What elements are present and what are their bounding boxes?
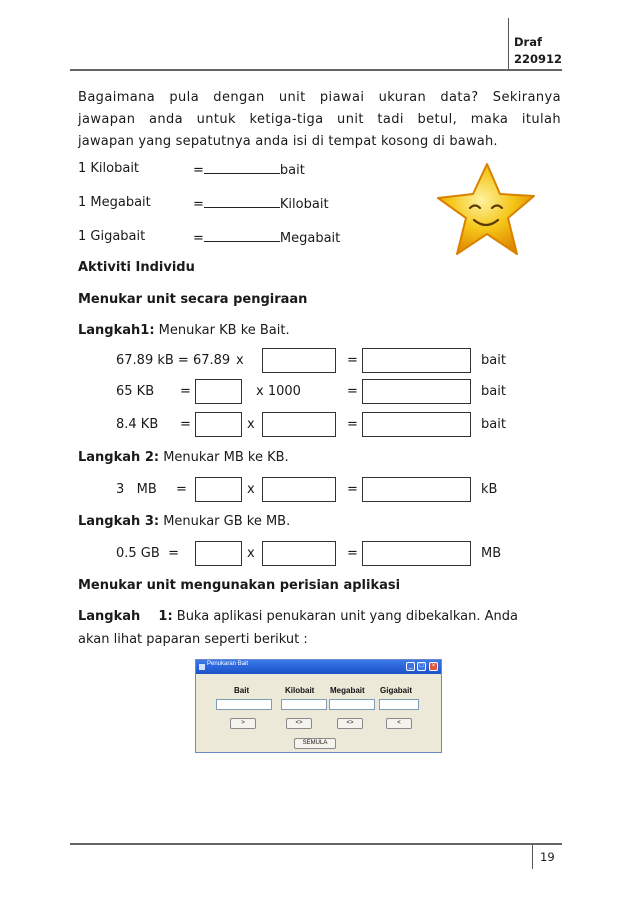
equals-sign: =	[347, 353, 358, 368]
times-sign: x	[247, 482, 255, 497]
equals-sign: =	[347, 384, 358, 399]
intro-line-2: jawapan anda untuk ketiga-tiga unit tadi betul, maka itulah	[78, 112, 561, 127]
equals-sign: =	[193, 163, 204, 178]
answer-box[interactable]	[262, 541, 336, 566]
window-title: Penukaran Bait	[207, 661, 249, 667]
megabait-input[interactable]	[329, 699, 375, 710]
window-titlebar	[196, 660, 441, 674]
activity-heading: Aktiviti Individu	[78, 260, 195, 275]
answer-box[interactable]	[362, 379, 471, 404]
section-heading-application: Menukar unit mengunakan perisian aplikasi	[78, 578, 401, 593]
label-kilobait: Kilobait	[285, 686, 315, 695]
unit-label: bait	[481, 353, 506, 368]
conv-row-gigabait	[193, 228, 340, 248]
conv-left-megabait: 1 Megabait	[78, 195, 151, 210]
convert-left-button[interactable]: <	[386, 718, 412, 729]
answer-blank	[204, 228, 280, 242]
answer-box[interactable]	[195, 379, 242, 404]
row-kb-a: 67.89 kB = 67.89	[116, 353, 231, 368]
reset-button[interactable]: SEMULA	[294, 738, 336, 749]
answer-box[interactable]	[195, 477, 242, 502]
step-text: Buka aplikasi penukaran unit yang dibekalkan. Anda	[172, 609, 518, 624]
unit-label: MB	[481, 546, 502, 561]
page-number: 19	[540, 850, 555, 864]
equals-sign: =	[180, 417, 191, 432]
intro-line-3: jawapan yang sepatutnya anda isi di tempat kosong di bawah.	[78, 134, 498, 149]
draft-label	[514, 34, 562, 68]
bottom-rule	[70, 843, 562, 845]
step-text: Menukar MB ke KB.	[159, 450, 289, 465]
times-sign: x	[236, 353, 244, 368]
answer-box[interactable]	[362, 477, 471, 502]
answer-box[interactable]	[262, 412, 336, 437]
row-gb-a: 0.5 GB =	[116, 546, 179, 561]
intro-paragraph	[78, 87, 561, 153]
conv-left-kilobait: 1 Kilobait	[78, 161, 140, 176]
gigabait-input[interactable]	[379, 699, 419, 710]
row-kb-a: 65 KB	[116, 384, 155, 399]
intro-line-1: Bagaimana pula dengan unit piawai ukuran data? Sekiranya	[78, 90, 561, 105]
convert-megabait-button[interactable]: <>	[337, 718, 363, 729]
header-divider	[508, 18, 509, 70]
conv-unit: bait	[279, 163, 305, 178]
equals-sign: =	[193, 197, 204, 212]
answer-box[interactable]	[195, 412, 242, 437]
app-icon	[199, 664, 205, 670]
conv-left-gigabait: 1 Gigabait	[78, 229, 146, 244]
draft-date: 220912	[514, 52, 563, 66]
equals-sign: =	[180, 384, 191, 399]
step-text: Menukar KB ke Bait.	[154, 323, 290, 338]
unit-label: kB	[481, 482, 498, 497]
conv-row-megabait	[193, 194, 329, 214]
step-3	[78, 513, 290, 531]
app-step-line-1	[78, 608, 518, 626]
answer-box[interactable]	[262, 477, 336, 502]
top-rule	[70, 69, 562, 71]
times-sign: x	[247, 546, 255, 561]
maximize-icon[interactable]: □	[417, 662, 426, 671]
step-label: Langkah 2:	[78, 450, 160, 465]
step-label: Langkah 3:	[78, 514, 160, 529]
equals-sign: =	[193, 231, 204, 246]
label-megabait: Megabait	[330, 686, 365, 695]
answer-box[interactable]	[262, 348, 336, 373]
converter-app-window	[195, 659, 442, 753]
unit-label: bait	[481, 417, 506, 432]
step-text: Menukar GB ke MB.	[159, 514, 291, 529]
answer-blank	[204, 160, 280, 174]
times-sign: x	[247, 417, 255, 432]
app-step-line-2: akan lihat paparan seperti berikut :	[78, 632, 308, 647]
times-factor: x 1000	[256, 384, 301, 399]
label-bait: Bait	[234, 686, 250, 695]
label-gigabait: Gigabait	[380, 686, 413, 695]
step-label: Langkah1:	[78, 323, 155, 338]
smiling-star-icon	[430, 160, 540, 260]
step-label: Langkah 1:	[78, 609, 173, 624]
answer-box[interactable]	[362, 348, 471, 373]
conv-row-kilobait	[193, 160, 305, 180]
equals-sign: =	[176, 482, 187, 497]
bait-input[interactable]	[216, 699, 272, 710]
row-mb-a: 3 MB	[116, 482, 157, 497]
conv-unit: Kilobait	[279, 197, 329, 212]
answer-box[interactable]	[195, 541, 242, 566]
answer-box[interactable]	[362, 541, 471, 566]
step-2	[78, 449, 289, 467]
answer-box[interactable]	[362, 412, 471, 437]
convert-kilobait-button[interactable]: <>	[286, 718, 312, 729]
step-1	[78, 322, 290, 340]
section-heading-calculation: Menukar unit secara pengiraan	[78, 292, 308, 307]
row-kb-a: 8.4 KB	[116, 417, 159, 432]
equals-sign: =	[347, 546, 358, 561]
footer-divider	[532, 845, 533, 869]
answer-blank	[204, 194, 280, 208]
close-icon[interactable]: ×	[429, 662, 438, 671]
minimize-icon[interactable]: _	[406, 662, 415, 671]
kilobait-input[interactable]	[281, 699, 327, 710]
draft-word: Draf	[514, 35, 542, 49]
unit-label: bait	[481, 384, 506, 399]
equals-sign: =	[347, 482, 358, 497]
convert-right-button[interactable]: >	[230, 718, 256, 729]
conv-unit: Megabait	[279, 231, 341, 246]
equals-sign: =	[347, 417, 358, 432]
